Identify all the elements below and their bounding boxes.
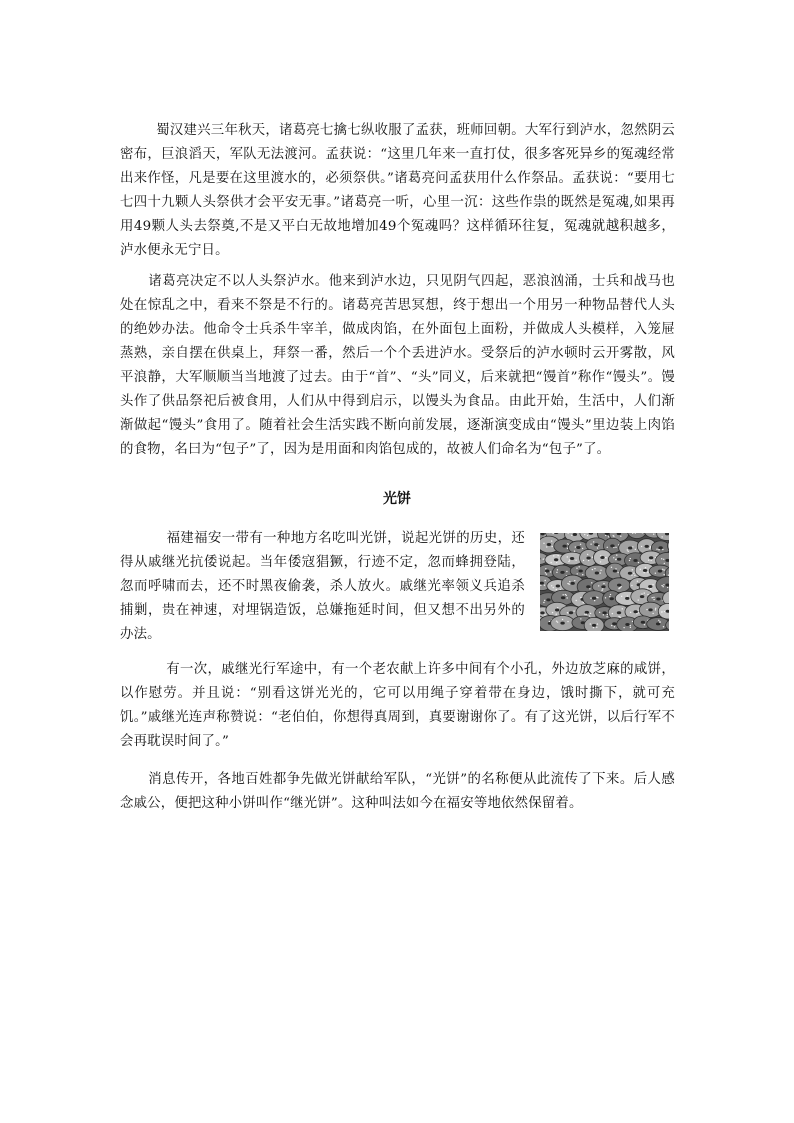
paragraph-guangbing-2: 有一次，戚继光行军途中，有一个老农献上许多中间有个小孔，外边放芝麻的咸饼，以作慰劳。并且说：“别看这饼光光的，它可以用绳子穿着带在身边，饿时撕下，就可充饥。”戚继光连声称赞说：“老伯伯，你想得真周到，真要谢谢你了。有了这光饼，以后行军不会再耽误时间了。” bbox=[120, 662, 675, 749]
paragraph-baozi-origin-1: 蜀汉建兴三年秋天，诸葛亮七擒七纵收服了孟获，班师回朝。大军行到泸水，忽然阴云密布，巨浪滔天，军队无法渡河。孟获说：“这里几年来一直打仗，很多客死异乡的冤魂经常出来作怪，凡是要在这里渡水的，必须祭供。”诸葛亮问孟获用什么作祭品。孟获说：“要用七七四十九颗人头祭供才会平安无事。”诸葛亮一听，心里一沉：这些作祟的既然是冤魂,如果再用49颗人头去祭奠,不是又平白无故地增加49个冤魂吗？这样循环往复，冤魂就越积越多，泸水便永无宁日。 bbox=[120, 123, 675, 258]
paragraph-baozi-origin-2: 诸葛亮决定不以人头祭泸水。他来到泸水边，只见阴气四起，恶浪汹涌，士兵和战马也处在惊乱之中，看来不祭是不行的。诸葛亮苦思冥想，终于想出一个用另一种物品替代人头的绝妙办法。他命令士兵杀牛宰羊，做成肉馅，在外面包上面粉，并做成人头模样，入笼屉蒸熟，亲自摆在供桌上，拜祭一番，然后一个个丢进泸水。受祭后的泸水顿时云开雾散，风平浪静，大军顺顺当当地渡了过去。由于“首”、“头”同义，后来就把“馒首”称作“馒头”。馒头作了供品祭祀后被食用，人们从中得到启示，以馒头为食品。由此开始，生活中，人们渐渐做起“馒头”食用了。随着社会生活实践不断向前发展，逐渐演变成由“馒头”里边装上肉馅的食物，名曰为“包子”了，因为是用面和肉馅包成的，故被人们命名为“包子”了。 bbox=[120, 274, 675, 457]
paragraph-guangbing-3: 消息传开，各地百姓都争先做光饼献给军队，“光饼”的名称便从此流传了下来。后人感念戚公，便把这种小饼叫作“继光饼”。这种叫法如今在福安等地依然保留着。 bbox=[120, 772, 675, 811]
section-title-guangbing: 光饼 bbox=[383, 491, 411, 507]
guangbing-photo bbox=[540, 533, 669, 631]
guangbing-photo-image bbox=[540, 533, 669, 631]
paragraph-guangbing-1: 福建福安一带有一种地方名吃叫光饼，说起光饼的历史，还得从戚继光抗倭说起。当年倭寇猖獗，行迹不定，忽而蜂拥登陆，忽而呼啸而去，还不时黑夜偷袭，杀人放火。戚继光率领义兵追杀捕剿，贵在神速，对埋锅造饭，总嫌拖延时间，但又想不出另外的办法。 bbox=[120, 531, 525, 642]
